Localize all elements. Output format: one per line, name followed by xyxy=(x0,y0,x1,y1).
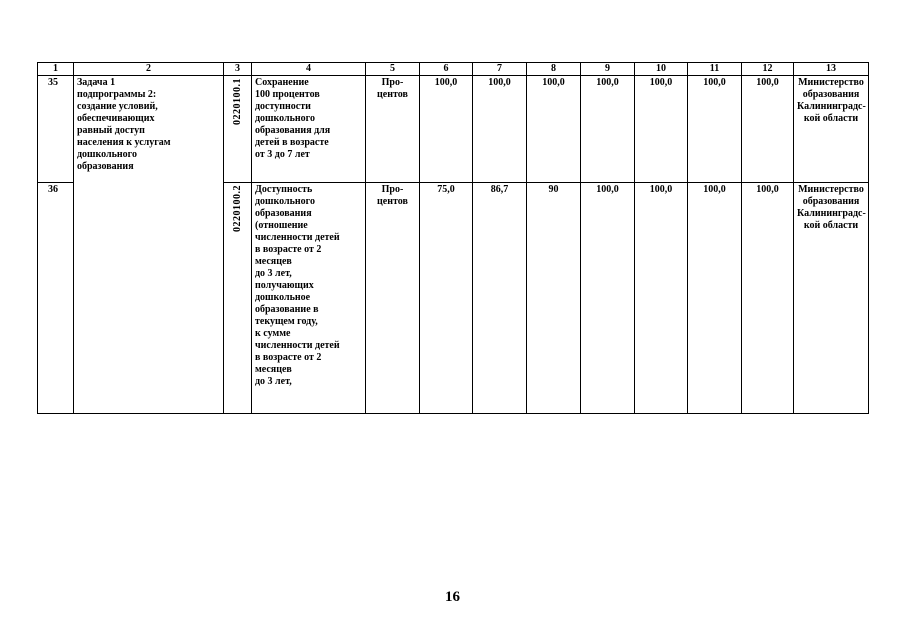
indicator-code-cell xyxy=(224,76,252,183)
column-number-row xyxy=(38,63,869,76)
indicator-value: 100,0 xyxy=(635,183,688,414)
table-row xyxy=(38,76,869,183)
column-header: 1 xyxy=(38,63,74,76)
unit-of-measure: Про- центов xyxy=(366,183,420,414)
column-header: 13 xyxy=(794,63,869,76)
indicator-value: 75,0 xyxy=(420,183,473,414)
indicator-value: 100,0 xyxy=(581,183,635,414)
indicator-code: 0220100.2 xyxy=(231,185,243,232)
column-header: 11 xyxy=(688,63,742,76)
column-header: 12 xyxy=(742,63,794,76)
column-header: 9 xyxy=(581,63,635,76)
column-header: 3 xyxy=(224,63,252,76)
indicator-code-cell xyxy=(224,183,252,414)
responsible-executor: Министерство образования Калининградс- кой области xyxy=(794,183,869,414)
indicator-description: Доступность дошкольного образования (отношение численности детей в возрасте от 2 месяцев до 3 лет, получающих дошкольное образование в текущем году, к сумме численности детей в возрасте от 2 месяцев до 3 лет, xyxy=(252,183,366,414)
indicator-value: 86,7 xyxy=(473,183,527,414)
column-header: 8 xyxy=(527,63,581,76)
column-header: 10 xyxy=(635,63,688,76)
indicator-code: 0220100.1 xyxy=(231,78,243,125)
page-number: 16 xyxy=(445,589,460,605)
indicator-value: 100,0 xyxy=(420,76,473,183)
column-header: 2 xyxy=(74,63,224,76)
indicator-value: 100,0 xyxy=(742,76,794,183)
indicators-table xyxy=(37,62,869,414)
indicator-value: 100,0 xyxy=(688,76,742,183)
column-header: 4 xyxy=(252,63,366,76)
indicator-value: 90 xyxy=(527,183,581,414)
responsible-executor: Министерство образования Калининградс- кой области xyxy=(794,76,869,183)
task-name: Задача 1 подпрограммы 2: создание условий, обеспечивающих равный доступ населения к услугам дошкольного образования xyxy=(74,76,224,414)
column-header: 6 xyxy=(420,63,473,76)
indicator-value: 100,0 xyxy=(742,183,794,414)
indicator-value: 100,0 xyxy=(635,76,688,183)
indicator-value: 100,0 xyxy=(688,183,742,414)
column-header: 7 xyxy=(473,63,527,76)
unit-of-measure: Про- центов xyxy=(366,76,420,183)
indicator-description: Сохранение 100 процентов доступности дошкольного образования для детей в возрасте от 3 до 7 лет xyxy=(252,76,366,183)
indicator-value: 100,0 xyxy=(473,76,527,183)
indicator-value: 100,0 xyxy=(527,76,581,183)
row-number: 35 xyxy=(38,76,74,183)
indicator-value: 100,0 xyxy=(581,76,635,183)
row-number: 36 xyxy=(38,183,74,414)
column-header: 5 xyxy=(366,63,420,76)
